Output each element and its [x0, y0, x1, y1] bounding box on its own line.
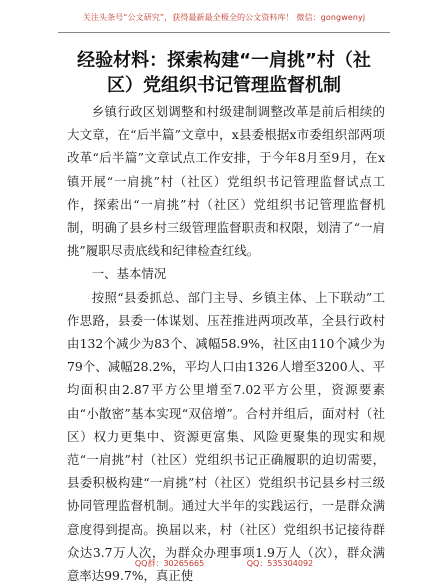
- footer-qq-group: QQ群：30265665: [134, 559, 205, 568]
- intro-paragraph: 乡镇行政区划调整和村级建制调整改革是前后相续的大文章，在“后半篇”文章中，x县委根据x市委组织部两项改革“后半篇”文章试点工作安排，于今年8月至9月，在x镇开展“一肩挑”村（社区）党组织书记管理监督试点工作，探索出“一肩挑”村（社区）党组织书记管理监督机制，明确了县乡村三级管理监督职责和权限，划清了“一肩挑”履职尽责底线和纪律检查红线。: [67, 104, 385, 259]
- footer-contact: [0, 558, 448, 569]
- document-body: [67, 100, 385, 587]
- section-heading: 一、基本情况: [91, 266, 167, 282]
- document-title: 经验材料：探索构建“一肩挑”村（社区）党组织书记管理监督机制: [77, 50, 371, 96]
- body-paragraph: 按照“县委抓总、部门主导、乡镇主体、上下联动”工作思路，县委一体谋划、压茬推进两项改革，全县行政村由132个减少为83个、减幅58.9%，社区由110个减少为79个、减幅28.2%，平均人口由1326人增至3200人、平均面积由2.87平方公里增至7.02平方公里，资源要素由“小散密”基本实现“双倍增”。合村并组后，面对村（社区）权力更集中、资源更富集、风险更聚集的现实和规范“一肩挑”村（社区）党组织书记正确履职的迫切需要，县委积极构建“一肩挑”村（社区）党组织书记县乡村三级协同管理监督机制。通过大半年的实践运行，一是群众满意度得到提高。换届以来，村（社区）党组织书记接待群众达3.7万人次，为群众办理事项1.9万人（次），群众满意率达99.7%，真正使: [67, 289, 385, 584]
- promo-banner: 关注头条号“公文研究”，获得最新最全极全的公文资料库！ 微信：gongwenyj: [82, 13, 366, 22]
- header-divider: [58, 32, 390, 33]
- footer-qq: QQ：535304092: [246, 559, 314, 568]
